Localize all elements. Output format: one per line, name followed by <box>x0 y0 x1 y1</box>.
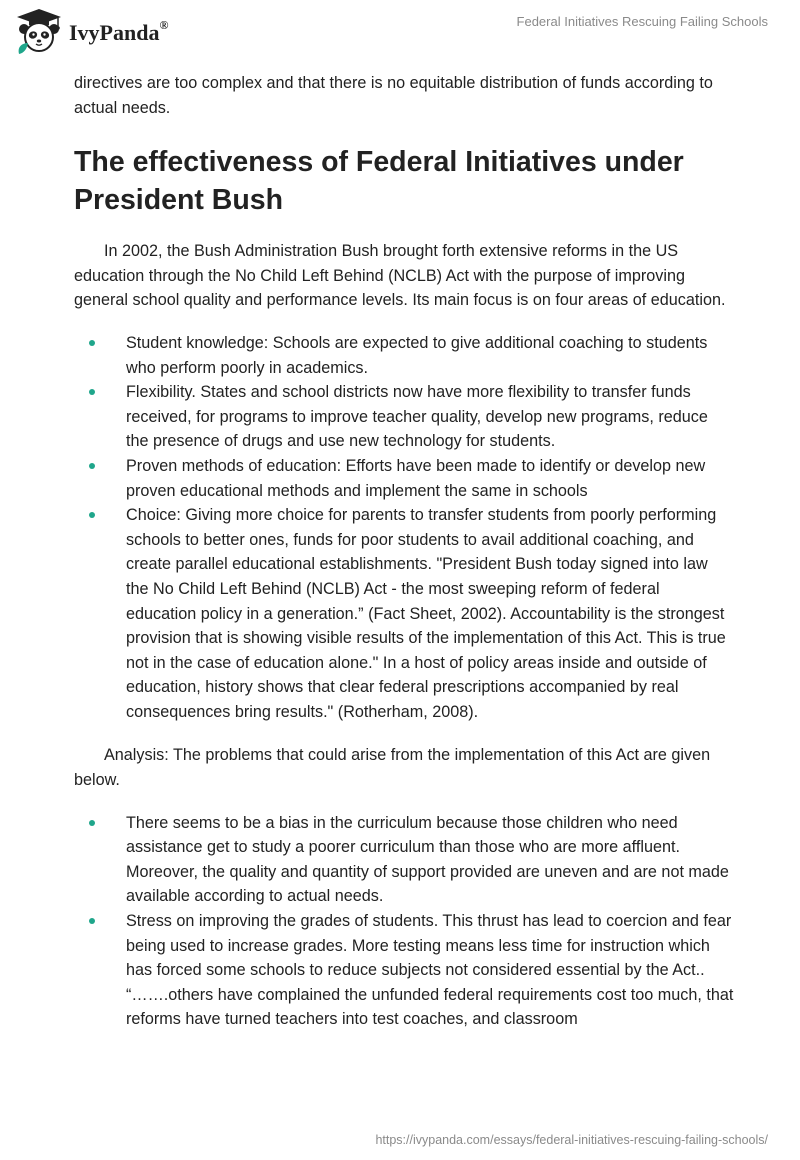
page-header <box>0 0 800 66</box>
bullet-dot-icon <box>89 820 95 826</box>
list-item-text: Student knowledge: Schools are expected to give additional coaching to students who perform poorly in academics. <box>126 333 708 377</box>
bullet-dot-icon <box>89 340 95 346</box>
bullet-dot-icon <box>89 918 95 924</box>
list-item <box>74 454 734 503</box>
focus-areas-list <box>74 331 734 725</box>
registered-mark: ® <box>159 17 169 32</box>
list-item <box>74 503 734 724</box>
list-item-text: There seems to be a bias in the curriculum because those children who need assistance get to study a poorer curriculum than those who are more affluent. Moreover, the quality and quantity of support provided are uneven and are not made available according to actual needs. <box>126 813 729 906</box>
panda-graduation-cap-icon <box>14 8 64 54</box>
brand-name <box>69 17 169 46</box>
running-title: Federal Initiatives Rescuing Failing Schools <box>516 14 768 29</box>
list-item <box>74 331 734 380</box>
intro-fragment: directives are too complex and that there is no equitable distribution of funds according to actual needs. <box>74 74 713 117</box>
brand-name-text: IvyPanda <box>69 20 160 45</box>
list-item-text: Proven methods of education: Efforts have been made to identify or develop new proven educational methods and implement the same in schools <box>126 456 706 500</box>
list-item-text: Stress on improving the grades of students. This thrust has lead to coercion and fear being used to increase grades. More testing means less time for instruction which has forced some schools to reduce subjects not considered essential by the Act.. “…….others have complained the unfunded federal requirements cost too much, that reforms have turned teachers into test coaches, and classroom <box>126 912 734 1029</box>
list-item <box>74 380 734 454</box>
list-item <box>74 811 734 909</box>
paragraph-analysis: Analysis: The problems that could arise from the implementation of this Act are given below. <box>74 746 711 790</box>
bullet-dot-icon <box>89 463 95 469</box>
paragraph-intro: In 2002, the Bush Administration Bush brought forth extensive reforms in the US education through the No Child Left Behind (NCLB) Act with the purpose of improving general school quality and performance levels. Its main focus is on four areas of education. <box>74 242 726 310</box>
list-item <box>74 909 734 1032</box>
article-body <box>74 71 734 1032</box>
list-item-text: Choice: Giving more choice for parents to transfer students from poorly performing schools to better ones, funds for poor students to avail additional coaching, and create parallel educational establishments. "President Bush today signed into law the No Child Left Behind (NCLB) Act - the most sweeping reform of federal education policy in a generation.” (Fact Sheet, 2002). Accountability is the strongest provision that is showing visible results of the implementation of this Act. This is true not in the case of education alone." In a host of policy areas inside and outside of education, history shows that clear federal prescriptions accompanied by real consequences bring results." (Rotherham, 2008). <box>126 506 726 721</box>
problems-list <box>74 811 734 1032</box>
section-heading: The effectiveness of Federal Initiatives under President Bush <box>74 146 684 217</box>
bullet-dot-icon <box>89 389 95 395</box>
bullet-dot-icon <box>89 512 95 518</box>
ivypanda-logo[interactable] <box>14 8 168 54</box>
source-url[interactable]: https://ivypanda.com/essays/federal-initiatives-rescuing-failing-schools/ <box>375 1133 768 1147</box>
list-item-text: Flexibility. States and school districts now have more flexibility to transfer funds received, for programs to improve teacher quality, develop new programs, reduce the presence of drugs and use new technology for students. <box>126 383 708 451</box>
